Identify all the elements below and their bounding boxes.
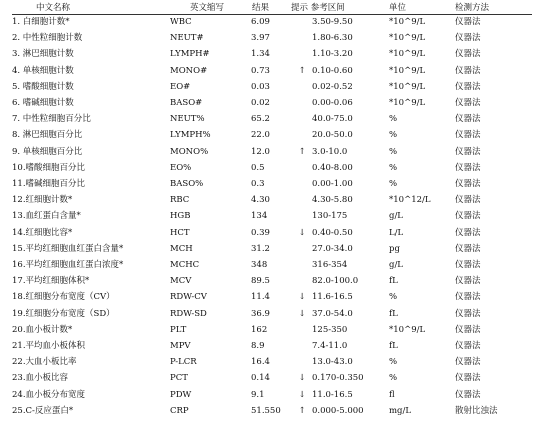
reference-range: 0.02-0.52 xyxy=(312,81,353,92)
test-abbr: BASO# xyxy=(170,98,203,108)
header-unit: 单位 xyxy=(389,3,407,13)
test-abbr: MONO% xyxy=(170,146,209,157)
table-row xyxy=(0,354,540,370)
test-abbr: CRP xyxy=(170,405,189,416)
reference-range: 40.0-75.0 xyxy=(312,114,353,125)
table-row xyxy=(0,208,540,224)
test-name: 18.红细胞分布宽度（CV） xyxy=(12,292,115,303)
test-name: 8. 淋巴细胞百分比 xyxy=(12,130,83,141)
test-method: 仪器法 xyxy=(455,276,481,287)
test-method: 仪器法 xyxy=(455,98,481,108)
test-unit: *10^9/L xyxy=(389,324,426,335)
reference-range: 0.170-0.350 xyxy=(312,373,364,384)
test-unit: % xyxy=(389,114,398,125)
table-row xyxy=(0,95,540,111)
test-abbr: MONO# xyxy=(170,65,208,76)
test-unit: L/L xyxy=(389,227,404,238)
test-result: 12.0 xyxy=(251,146,270,157)
test-abbr: EO% xyxy=(170,162,192,173)
test-unit: mg/L xyxy=(389,405,412,416)
test-abbr: LYMPH% xyxy=(170,130,211,141)
test-abbr: HCT xyxy=(170,227,190,238)
test-result: 0.39 xyxy=(251,227,270,238)
table-row xyxy=(0,289,540,305)
test-unit: % xyxy=(389,162,398,173)
test-abbr: RBC xyxy=(170,195,190,206)
test-method: 仪器法 xyxy=(455,49,481,60)
test-unit: fL xyxy=(389,341,398,351)
table-row xyxy=(0,257,540,273)
abnormal-flag: ↑ xyxy=(298,65,306,76)
test-method: 仪器法 xyxy=(455,81,481,92)
abnormal-flag: ↑ xyxy=(298,405,306,416)
table-row xyxy=(0,322,540,338)
reference-range: 82.0-100.0 xyxy=(312,276,359,287)
test-name: 25.C-反应蛋白* xyxy=(12,405,74,416)
test-unit: fL xyxy=(389,308,398,319)
test-method: 仪器法 xyxy=(455,308,481,319)
test-result: 89.5 xyxy=(251,276,270,287)
test-method: 仪器法 xyxy=(455,195,481,206)
test-result: 11.4 xyxy=(251,292,270,303)
reference-range: 0.00-0.06 xyxy=(312,98,353,108)
test-method: 仪器法 xyxy=(455,389,481,400)
test-name: 15.平均红细胞血红蛋白含量* xyxy=(12,243,124,254)
test-result: 0.73 xyxy=(251,65,270,76)
test-abbr: LYMPH# xyxy=(170,49,210,60)
test-result: 31.2 xyxy=(251,243,270,254)
test-result: 22.0 xyxy=(251,130,270,141)
test-result: 0.5 xyxy=(251,162,265,173)
table-row xyxy=(0,370,540,386)
test-unit: *10^9/L xyxy=(389,49,426,60)
test-method: 仪器法 xyxy=(455,227,481,238)
test-abbr: NEUT% xyxy=(170,114,205,125)
reference-range: 7.4-11.0 xyxy=(312,341,348,351)
header-method: 检测方法 xyxy=(455,3,490,13)
test-method: 仪器法 xyxy=(455,324,481,335)
abnormal-flag: ↓ xyxy=(298,389,306,400)
test-name: 23.血小板比容 xyxy=(12,373,69,384)
test-result: 9.1 xyxy=(251,389,265,400)
test-unit: g/L xyxy=(389,211,403,222)
test-result: 348 xyxy=(251,260,268,270)
abnormal-flag: ↓ xyxy=(298,373,306,384)
test-result: 134 xyxy=(251,211,268,222)
table-row xyxy=(0,225,540,241)
test-name: 9. 单核细胞百分比 xyxy=(12,146,83,157)
test-method: 仪器法 xyxy=(455,146,481,157)
test-name: 16.平均红细胞血红蛋白浓度* xyxy=(12,260,124,270)
test-abbr: BASO% xyxy=(170,179,204,189)
test-name: 19.红细胞分布宽度（SD） xyxy=(12,308,115,319)
test-result: 1.34 xyxy=(251,49,270,60)
header-result: 结果 xyxy=(252,3,270,13)
test-abbr: RDW-SD xyxy=(170,308,207,319)
reference-range: 27.0-34.0 xyxy=(312,243,353,254)
reference-range: 0.40-0.50 xyxy=(312,227,353,238)
test-method: 仪器法 xyxy=(455,341,481,351)
table-header xyxy=(0,2,540,14)
test-name: 3. 淋巴细胞计数 xyxy=(12,49,74,60)
table-row xyxy=(0,338,540,354)
test-method: 仪器法 xyxy=(455,114,481,125)
table-row xyxy=(0,387,540,403)
test-method: 仪器法 xyxy=(455,130,481,141)
reference-range: 1.80-6.30 xyxy=(312,33,353,44)
test-unit: % xyxy=(389,357,398,368)
test-method: 仪器法 xyxy=(455,162,481,173)
abnormal-flag: ↑ xyxy=(298,146,306,157)
test-method: 仪器法 xyxy=(455,292,481,303)
abnormal-flag: ↓ xyxy=(298,227,306,238)
test-name: 12.红细胞计数* xyxy=(12,195,73,206)
reference-range: 11.6-16.5 xyxy=(312,292,353,303)
test-unit: % xyxy=(389,130,398,141)
test-unit: *10^9/L xyxy=(389,17,426,27)
test-abbr: MCH xyxy=(170,243,193,254)
test-abbr: MPV xyxy=(170,341,191,351)
table-row xyxy=(0,273,540,289)
test-method: 仪器法 xyxy=(455,243,481,254)
test-abbr: HGB xyxy=(170,211,191,222)
header-name: 中文名称 xyxy=(36,3,71,13)
table-row xyxy=(0,111,540,127)
reference-range: 130-175 xyxy=(312,211,348,222)
test-method: 仪器法 xyxy=(455,211,481,222)
abnormal-flag: ↓ xyxy=(298,292,306,303)
test-abbr: PCT xyxy=(170,373,188,384)
test-name: 21.平均血小板体积 xyxy=(12,341,86,351)
test-abbr: MCV xyxy=(170,276,192,287)
test-method: 仪器法 xyxy=(455,179,481,189)
test-unit: *10^9/L xyxy=(389,33,426,44)
header-ref: 提示 参考区间 xyxy=(291,3,345,13)
test-abbr: RDW-CV xyxy=(170,292,207,303)
reference-range: 0.40-8.00 xyxy=(312,162,353,173)
test-unit: *10^9/L xyxy=(389,65,426,76)
table-row xyxy=(0,144,540,160)
test-name: 5. 嗜酸细胞计数 xyxy=(12,81,74,92)
test-method: 仪器法 xyxy=(455,33,481,44)
table-row xyxy=(0,63,540,79)
reference-range: 1.10-3.20 xyxy=(312,49,353,60)
test-name: 4. 单核细胞计数 xyxy=(12,65,74,76)
test-result: 3.97 xyxy=(251,33,270,44)
test-result: 6.09 xyxy=(251,17,270,27)
reference-range: 125-350 xyxy=(312,324,348,335)
test-name: 10.嗜酸细胞百分比 xyxy=(12,162,86,173)
table-row xyxy=(0,14,540,30)
table-row xyxy=(0,306,540,322)
test-unit: pg xyxy=(389,243,400,254)
test-name: 22.大血小板比率 xyxy=(12,357,77,368)
reference-range: 0.00-1.00 xyxy=(312,179,353,189)
test-unit: *10^9/L xyxy=(389,98,426,108)
header-abbr: 英文缩写 xyxy=(190,3,225,13)
reference-range: 11.0-16.5 xyxy=(312,389,353,400)
reference-range: 316-354 xyxy=(312,260,348,270)
table-row xyxy=(0,241,540,257)
reference-range: 3.50-9.50 xyxy=(312,17,353,27)
table-row xyxy=(0,30,540,46)
reference-range: 0.000-5.000 xyxy=(312,405,364,416)
test-name: 6. 嗜碱细胞计数 xyxy=(12,98,74,108)
table-row xyxy=(0,176,540,192)
table-row xyxy=(0,403,540,419)
test-method: 仪器法 xyxy=(455,260,481,270)
table-row xyxy=(0,127,540,143)
test-abbr: NEUT# xyxy=(170,33,204,44)
test-name: 17.平均红细胞体积* xyxy=(12,276,90,287)
reference-range: 20.0-50.0 xyxy=(312,130,353,141)
test-unit: *10^12/L xyxy=(389,195,431,206)
test-method: 仪器法 xyxy=(455,373,481,384)
test-abbr: PLT xyxy=(170,324,187,335)
test-name: 11.嗜碱细胞百分比 xyxy=(12,179,86,189)
test-unit: % xyxy=(389,179,398,189)
test-result: 0.02 xyxy=(251,98,270,108)
test-name: 2. 中性粒细胞计数 xyxy=(12,33,83,44)
test-name: 20.血小板计数* xyxy=(12,324,73,335)
abnormal-flag: ↓ xyxy=(298,308,306,319)
test-result: 0.14 xyxy=(251,373,270,384)
test-method: 仪器法 xyxy=(455,357,481,368)
test-name: 13.血红蛋白含量* xyxy=(12,211,81,222)
test-result: 4.30 xyxy=(251,195,270,206)
reference-range: 4.30-5.80 xyxy=(312,195,353,206)
test-name: 1. 白细胞计数* xyxy=(12,17,70,27)
test-result: 16.4 xyxy=(251,357,270,368)
test-method: 仪器法 xyxy=(455,17,481,27)
test-unit: % xyxy=(389,373,398,384)
table-row xyxy=(0,79,540,95)
test-unit: % xyxy=(389,146,398,157)
test-name: 24.血小板分布宽度 xyxy=(12,389,86,400)
reference-range: 3.0-10.0 xyxy=(312,146,348,157)
reference-range: 0.10-0.60 xyxy=(312,65,353,76)
test-abbr: WBC xyxy=(170,17,192,27)
test-result: 65.2 xyxy=(251,114,270,125)
test-name: 14.红细胞比容* xyxy=(12,227,73,238)
test-unit: % xyxy=(389,292,398,303)
test-unit: *10^9/L xyxy=(389,81,426,92)
test-unit: fL xyxy=(389,276,398,287)
test-result: 8.9 xyxy=(251,341,265,351)
table-row xyxy=(0,46,540,62)
test-result: 36.9 xyxy=(251,308,270,319)
reference-range: 37.0-54.0 xyxy=(312,308,353,319)
test-unit: g/L xyxy=(389,260,403,270)
table-row xyxy=(0,192,540,208)
test-result: 162 xyxy=(251,324,268,335)
test-abbr: PDW xyxy=(170,389,192,400)
test-unit: fl xyxy=(389,389,395,400)
test-name: 7. 中性粒细胞百分比 xyxy=(12,114,91,125)
test-result: 51.550 xyxy=(251,405,281,416)
test-method: 仪器法 xyxy=(455,65,481,76)
test-abbr: MCHC xyxy=(170,260,200,270)
table-row xyxy=(0,160,540,176)
reference-range: 13.0-43.0 xyxy=(312,357,353,368)
test-method: 散射比浊法 xyxy=(455,405,498,416)
test-result: 0.3 xyxy=(251,179,265,189)
test-abbr: P-LCR xyxy=(170,357,197,368)
test-result: 0.03 xyxy=(251,81,270,92)
test-abbr: EO# xyxy=(170,81,191,92)
